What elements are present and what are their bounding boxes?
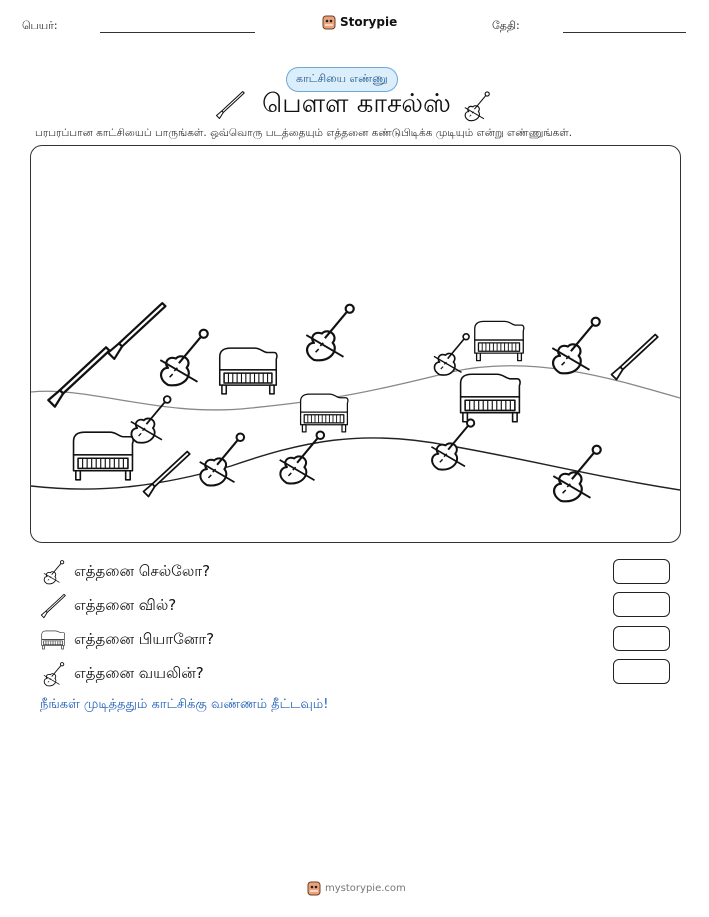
question-cello	[40, 558, 214, 586]
date-label: தேதி:	[492, 19, 520, 32]
question-text: எத்தனை வயலின்?	[74, 664, 204, 682]
bow-icon	[215, 88, 245, 122]
question-list	[40, 558, 214, 688]
bow-1	[48, 347, 109, 406]
question-text: எத்தனை வில்?	[74, 596, 177, 614]
brand-name: Storypie	[340, 15, 398, 29]
question-bow	[40, 592, 214, 620]
instructions: பரபரப்பான காட்சியைப் பாருங்கள். ஒவ்வொரு படத்தையும் எத்தனை கண்டுபிடிக்க முடியும் என்று எண்ணுங்கள்.	[35, 127, 573, 139]
violin-8	[431, 419, 474, 469]
footer-url[interactable]: mystorypie.com	[325, 882, 406, 894]
answer-box-piano[interactable]	[613, 626, 670, 651]
answer-box-cello[interactable]	[613, 559, 670, 584]
violin-1	[160, 330, 207, 386]
piano-1	[220, 348, 277, 394]
question-text: எத்தனை செல்லோ?	[74, 562, 211, 580]
question-violin	[40, 660, 214, 688]
violin-7	[552, 318, 599, 374]
piano-3	[74, 432, 134, 480]
answer-box-bow[interactable]	[613, 592, 670, 617]
activity-badge: காட்சியை எண்ணு	[286, 67, 398, 92]
counting-scene	[30, 145, 681, 543]
piano-icon	[40, 629, 66, 651]
violin-5	[280, 431, 324, 483]
violin-9	[553, 446, 600, 502]
name-line[interactable]	[100, 32, 255, 33]
storypie-mascot-icon	[307, 880, 321, 896]
bow-4	[612, 335, 658, 380]
violin-4	[200, 433, 244, 485]
violin-icon	[40, 661, 66, 687]
coloring-note: நீங்கள் முடித்ததும் காட்சிக்கு வண்ணம் தீட்டவும்!	[40, 697, 329, 712]
question-piano	[40, 626, 214, 654]
bow-3	[144, 452, 190, 497]
footer	[307, 880, 406, 896]
date-line[interactable]	[563, 32, 686, 33]
cello-icon	[40, 559, 66, 585]
bow-2	[108, 303, 165, 359]
piano-2	[301, 394, 348, 432]
page-title: பௌள காசல்ஸ்	[262, 89, 451, 119]
scene-illustration	[31, 146, 680, 542]
piano-4	[475, 321, 524, 360]
question-text: எத்தனை பியானோ?	[74, 630, 215, 648]
storypie-mascot-icon	[322, 14, 336, 30]
piano-5	[461, 374, 520, 421]
violin-icon	[460, 90, 492, 122]
violin-2	[306, 305, 353, 361]
name-label: பெயர்:	[22, 19, 58, 32]
bow-icon	[40, 593, 66, 619]
hill-line-back	[31, 366, 680, 410]
brand-logo	[322, 14, 397, 30]
answer-box-violin[interactable]	[613, 659, 670, 684]
